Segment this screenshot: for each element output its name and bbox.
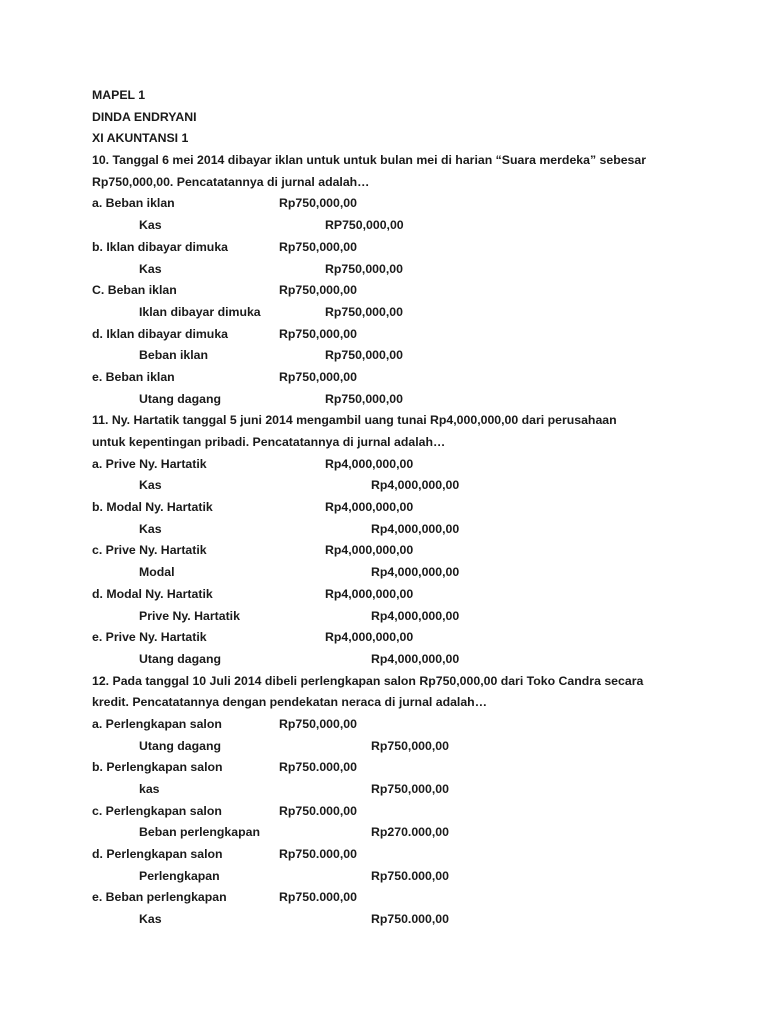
option-debit-amount: Rp4,000,000,00 bbox=[325, 586, 414, 601]
option-credit-amount: Rp750,000,00 bbox=[325, 304, 403, 319]
q12-option-a-debit-line bbox=[92, 714, 692, 736]
option-debit-account: e. Beban iklan bbox=[92, 369, 175, 384]
option-credit-account: Kas bbox=[139, 478, 162, 493]
q11-option-c-credit-line bbox=[92, 562, 692, 584]
option-credit-amount: Rp750,000,00 bbox=[325, 391, 403, 406]
q11-option-e-credit-line bbox=[92, 649, 692, 671]
option-debit-account: b. Perlengkapan salon bbox=[92, 760, 223, 775]
q11-option-a-credit-line bbox=[92, 475, 692, 497]
q10-option-a-credit-line bbox=[92, 215, 692, 237]
question-10-text-line-2 bbox=[92, 172, 692, 194]
option-credit-amount: Rp270.000,00 bbox=[371, 825, 449, 840]
option-debit-amount: Rp750,000,00 bbox=[279, 326, 357, 341]
option-credit-account: Beban iklan bbox=[139, 348, 209, 363]
option-debit-account: d. Perlengkapan salon bbox=[92, 847, 223, 862]
q10-option-d-debit-line bbox=[92, 324, 692, 346]
option-credit-amount: Rp4,000,000,00 bbox=[371, 565, 460, 580]
option-debit-amount: Rp750,000,00 bbox=[279, 283, 357, 298]
option-credit-account: Kas bbox=[139, 521, 162, 536]
option-credit-account: Iklan dibayar dimuka bbox=[139, 304, 261, 319]
option-debit-account: a. Prive Ny. Hartatik bbox=[92, 456, 207, 471]
q12-option-a-credit-line bbox=[92, 736, 692, 758]
option-debit-account: c. Perlengkapan salon bbox=[92, 803, 222, 818]
q12-option-d-debit-line bbox=[92, 844, 692, 866]
option-debit-account: b. Iklan dibayar dimuka bbox=[92, 239, 228, 254]
q12-option-c-credit-line bbox=[92, 822, 692, 844]
option-credit-account: kas bbox=[139, 782, 160, 796]
option-credit-amount: Rp750.000,00 bbox=[371, 912, 449, 927]
option-debit-account: c. Prive Ny. Hartatik bbox=[92, 543, 207, 558]
q10-option-c-credit-line bbox=[92, 302, 692, 324]
q10-option-a-debit-line bbox=[92, 193, 692, 215]
option-credit-amount: Rp750,000,00 bbox=[371, 782, 449, 796]
header-subject-line bbox=[92, 85, 692, 107]
option-credit-account: Perlengkapan bbox=[139, 868, 220, 883]
option-debit-account: C. Beban iklan bbox=[92, 283, 177, 298]
header-name-line bbox=[92, 107, 692, 129]
option-credit-amount: Rp750,000,00 bbox=[325, 348, 403, 363]
question-text: kredit. Pencatatannya dengan pendekatan neraca di jurnal adalah… bbox=[92, 695, 487, 710]
option-debit-amount: Rp750.000,00 bbox=[279, 760, 357, 775]
option-debit-amount: Rp750.000,00 bbox=[279, 803, 357, 818]
option-debit-account: a. Perlengkapan salon bbox=[92, 716, 222, 731]
q11-option-d-debit-line bbox=[92, 584, 692, 606]
header-name: DINDA ENDRYANI bbox=[92, 109, 197, 124]
option-debit-account: d. Iklan dibayar dimuka bbox=[92, 326, 228, 341]
option-debit-amount: Rp4,000,000,00 bbox=[325, 500, 414, 515]
option-debit-amount: Rp750,000,00 bbox=[279, 196, 357, 211]
question-text: untuk kepentingan pribadi. Pencatatannya di jurnal adalah… bbox=[92, 435, 446, 449]
question-text: 12. Pada tanggal 10 Juli 2014 dibeli perlengkapan salon Rp750,000,00 dari Toko Candra secara bbox=[92, 673, 644, 688]
question-text: Rp750,000,00. Pencatatannya di jurnal adalah… bbox=[92, 174, 370, 189]
option-debit-account: e. Beban perlengkapan bbox=[92, 890, 227, 905]
q11-option-a-debit-line bbox=[92, 454, 692, 476]
question-12-text-line-2 bbox=[92, 692, 692, 714]
q12-option-e-credit-line bbox=[92, 909, 692, 931]
question-10-text-line-1 bbox=[92, 150, 692, 172]
option-debit-amount: Rp750,000,00 bbox=[279, 369, 357, 384]
option-credit-amount: Rp750.000,00 bbox=[371, 868, 449, 883]
header-class-line bbox=[92, 128, 692, 150]
option-credit-account: Utang dagang bbox=[139, 651, 221, 666]
option-debit-amount: Rp750.000,00 bbox=[279, 890, 357, 905]
question-11-text-line-2 bbox=[92, 432, 692, 454]
option-debit-account: b. Modal Ny. Hartatik bbox=[92, 500, 213, 515]
option-debit-amount: Rp750.000,00 bbox=[279, 847, 357, 862]
option-credit-account: Kas bbox=[139, 261, 162, 276]
option-credit-account: Prive Ny. Hartatik bbox=[139, 608, 240, 623]
q10-option-d-credit-line bbox=[92, 345, 692, 367]
option-credit-account: Kas bbox=[139, 218, 162, 233]
option-credit-account: Utang dagang bbox=[139, 391, 221, 406]
header-subject: MAPEL 1 bbox=[92, 88, 146, 102]
option-credit-amount: Rp4,000,000,00 bbox=[371, 651, 460, 666]
q10-option-e-credit-line bbox=[92, 389, 692, 411]
header-class: XI AKUNTANSI 1 bbox=[92, 131, 189, 146]
option-debit-account: a. Beban iklan bbox=[92, 196, 175, 211]
q12-option-d-credit-line bbox=[92, 866, 692, 888]
option-debit-amount: Rp4,000,000,00 bbox=[325, 543, 414, 558]
option-debit-amount: Rp4,000,000,00 bbox=[325, 456, 414, 471]
q12-option-b-credit-line bbox=[92, 779, 692, 801]
option-credit-account: Utang dagang bbox=[139, 738, 221, 753]
q12-option-e-debit-line bbox=[92, 887, 692, 909]
option-debit-account: d. Modal Ny. Hartatik bbox=[92, 586, 213, 601]
q10-option-b-debit-line bbox=[92, 237, 692, 259]
option-credit-amount: RP750,000,00 bbox=[325, 218, 404, 233]
option-credit-amount: Rp4,000,000,00 bbox=[371, 521, 460, 536]
option-credit-amount: Rp750,000,00 bbox=[325, 261, 403, 276]
q11-option-b-debit-line bbox=[92, 497, 692, 519]
question-text: 11. Ny. Hartatik tanggal 5 juni 2014 mengambil uang tunai Rp4,000,000,00 dari perusahaan bbox=[92, 413, 617, 428]
q12-option-c-debit-line bbox=[92, 801, 692, 823]
q11-option-d-credit-line bbox=[92, 606, 692, 628]
option-credit-account: Modal bbox=[139, 565, 175, 580]
q10-option-e-debit-line bbox=[92, 367, 692, 389]
option-credit-amount: Rp750,000,00 bbox=[371, 738, 449, 753]
question-11-text-line-1 bbox=[92, 410, 692, 432]
option-debit-amount: Rp4,000,000,00 bbox=[325, 630, 414, 645]
option-credit-account: Beban perlengkapan bbox=[139, 825, 260, 840]
q12-option-b-debit-line bbox=[92, 757, 692, 779]
q11-option-b-credit-line bbox=[92, 519, 692, 541]
question-text: 10. Tanggal 6 mei 2014 dibayar iklan untuk untuk bulan mei di harian “Suara merdeka” sebesar bbox=[92, 153, 647, 168]
option-credit-amount: Rp4,000,000,00 bbox=[371, 478, 460, 493]
q11-option-e-debit-line bbox=[92, 627, 692, 649]
q10-option-b-credit-line bbox=[92, 259, 692, 281]
option-credit-account: Kas bbox=[139, 912, 162, 927]
question-12-text-line-1 bbox=[92, 671, 692, 693]
document-body bbox=[92, 85, 692, 931]
q10-option-c-debit-line bbox=[92, 280, 692, 302]
option-debit-amount: Rp750,000,00 bbox=[279, 239, 357, 254]
option-debit-amount: Rp750,000,00 bbox=[279, 716, 357, 731]
option-debit-account: e. Prive Ny. Hartatik bbox=[92, 630, 207, 645]
option-credit-amount: Rp4,000,000,00 bbox=[371, 608, 460, 623]
q11-option-c-debit-line bbox=[92, 540, 692, 562]
